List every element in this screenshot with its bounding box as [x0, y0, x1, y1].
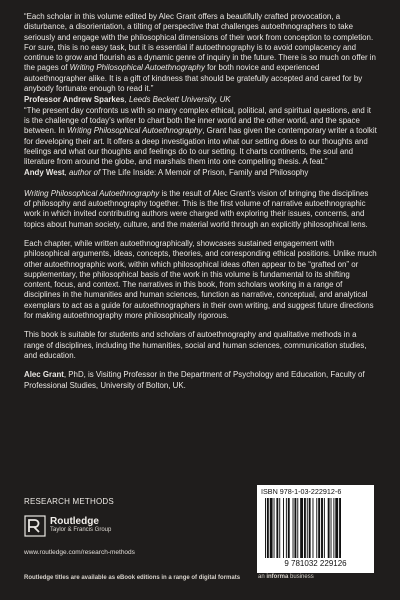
author-bio: Alec Grant, PhD, is Visiting Professor in the Department of Psychology and Education, Faculty of Professional Studies, University of Bolton, UK.: [24, 370, 365, 390]
description-paragraph-2: Each chapter, while written autoethnographically, showcases sustained engagement with philosophical arguments, ideas, concepts, theories, and corresponding ethical positions. Unlike much other autoethnographic work, within which philosophical ideas often appear to be “grafted on” or supplementary, the philosophical basis of the work in this volume is fundamental to its shifting content, focus, and context. The narratives in this book, from scholars working in a range of disciplines in the humanities and human sciences, function as narrative, conceptual, and analytical exemplars to act as a guide for autoethnographers in their own writing, and suggest future directions for making autoethnography more philosophically rigorous.: [24, 238, 377, 321]
informa-note: an informa business: [258, 574, 314, 580]
review-attribution-2: Andy West, author of The Life Inside: A Memoir of Prison, Family and Philosophy: [24, 168, 309, 178]
description-paragraph-3: This book is suitable for students and scholars of autoethnography and qualitative methods in a range of disciplines, including the humanities, social and human sciences, communication studies, and education.: [24, 330, 367, 360]
publisher-name: Routledge: [50, 516, 99, 527]
publisher-group: Taylor & Francis Group: [50, 527, 112, 533]
publisher-url: www.routledge.com/research-methods: [24, 549, 135, 556]
publisher-logo: [24, 515, 111, 537]
isbn-barcode-box: [257, 485, 374, 573]
review-quote-1: “Each scholar in this volume edited by Alec Grant offers a beautifully crafted provocation, a disturbance, a disorientation, a tilting of perspective that challenges autoethnographers to take seriously and engage with the philosophical dimensions of their work from conception to completion. For sure, this is no easy task, but it is essential if autoethnography is to avoid complacency and continue to grow and flourish as a dynamic genre of inquiry in the future. There is so much on offer in the pages of Writing Philosophical Autoethnography for both novice and experienced autoethnographer alike. It is a gift of kindness that should be gratefully accepted and cared for by anybody fortunate enough to read it.”: [24, 12, 376, 94]
description-paragraph-1: Writing Philosophical Autoethnography is the result of Alec Grant’s vision of bringing the disciplines of philosophy and autoethnography together. This is the first volume of narrative autoethnographic work in which invited contributing authors were charged with exploring their issues, concerns, and topics about human society, culture, and the material world through an explicitly philosophical lens.: [24, 188, 369, 229]
subject-category: RESEARCH METHODS: [24, 497, 114, 506]
ebook-note: Routledge titles are available as eBook editions in a range of digital formats: [24, 575, 241, 581]
review-attribution-1: Professor Andrew Sparkes, Leeds Beckett University, UK: [24, 95, 231, 105]
barcode-icon: [263, 498, 368, 558]
barcode-number: 9 781032 229126: [284, 559, 347, 568]
routledge-logo-icon: [24, 515, 46, 537]
isbn-label: ISBN 978-1-03-222912-6: [261, 487, 342, 496]
back-cover-text: [24, 12, 377, 400]
review-quote-2: “The present day confronts us with so many complex ethical, political, and spiritual questions, and it is the challenge of today’s writer to chart both the inner world and the other world, and the space between. In Writing Philosophical Autoethnography, Grant has given the contemporary writer a toolkit for developing their art. It offers a deep investigation into what our setting does to our thoughts and feelings and what our thoughts and feelings do to our setting. It charts continents, the soul and literature from around the globe, and marshals them into one compelling thesis. A feat.”: [24, 105, 377, 167]
